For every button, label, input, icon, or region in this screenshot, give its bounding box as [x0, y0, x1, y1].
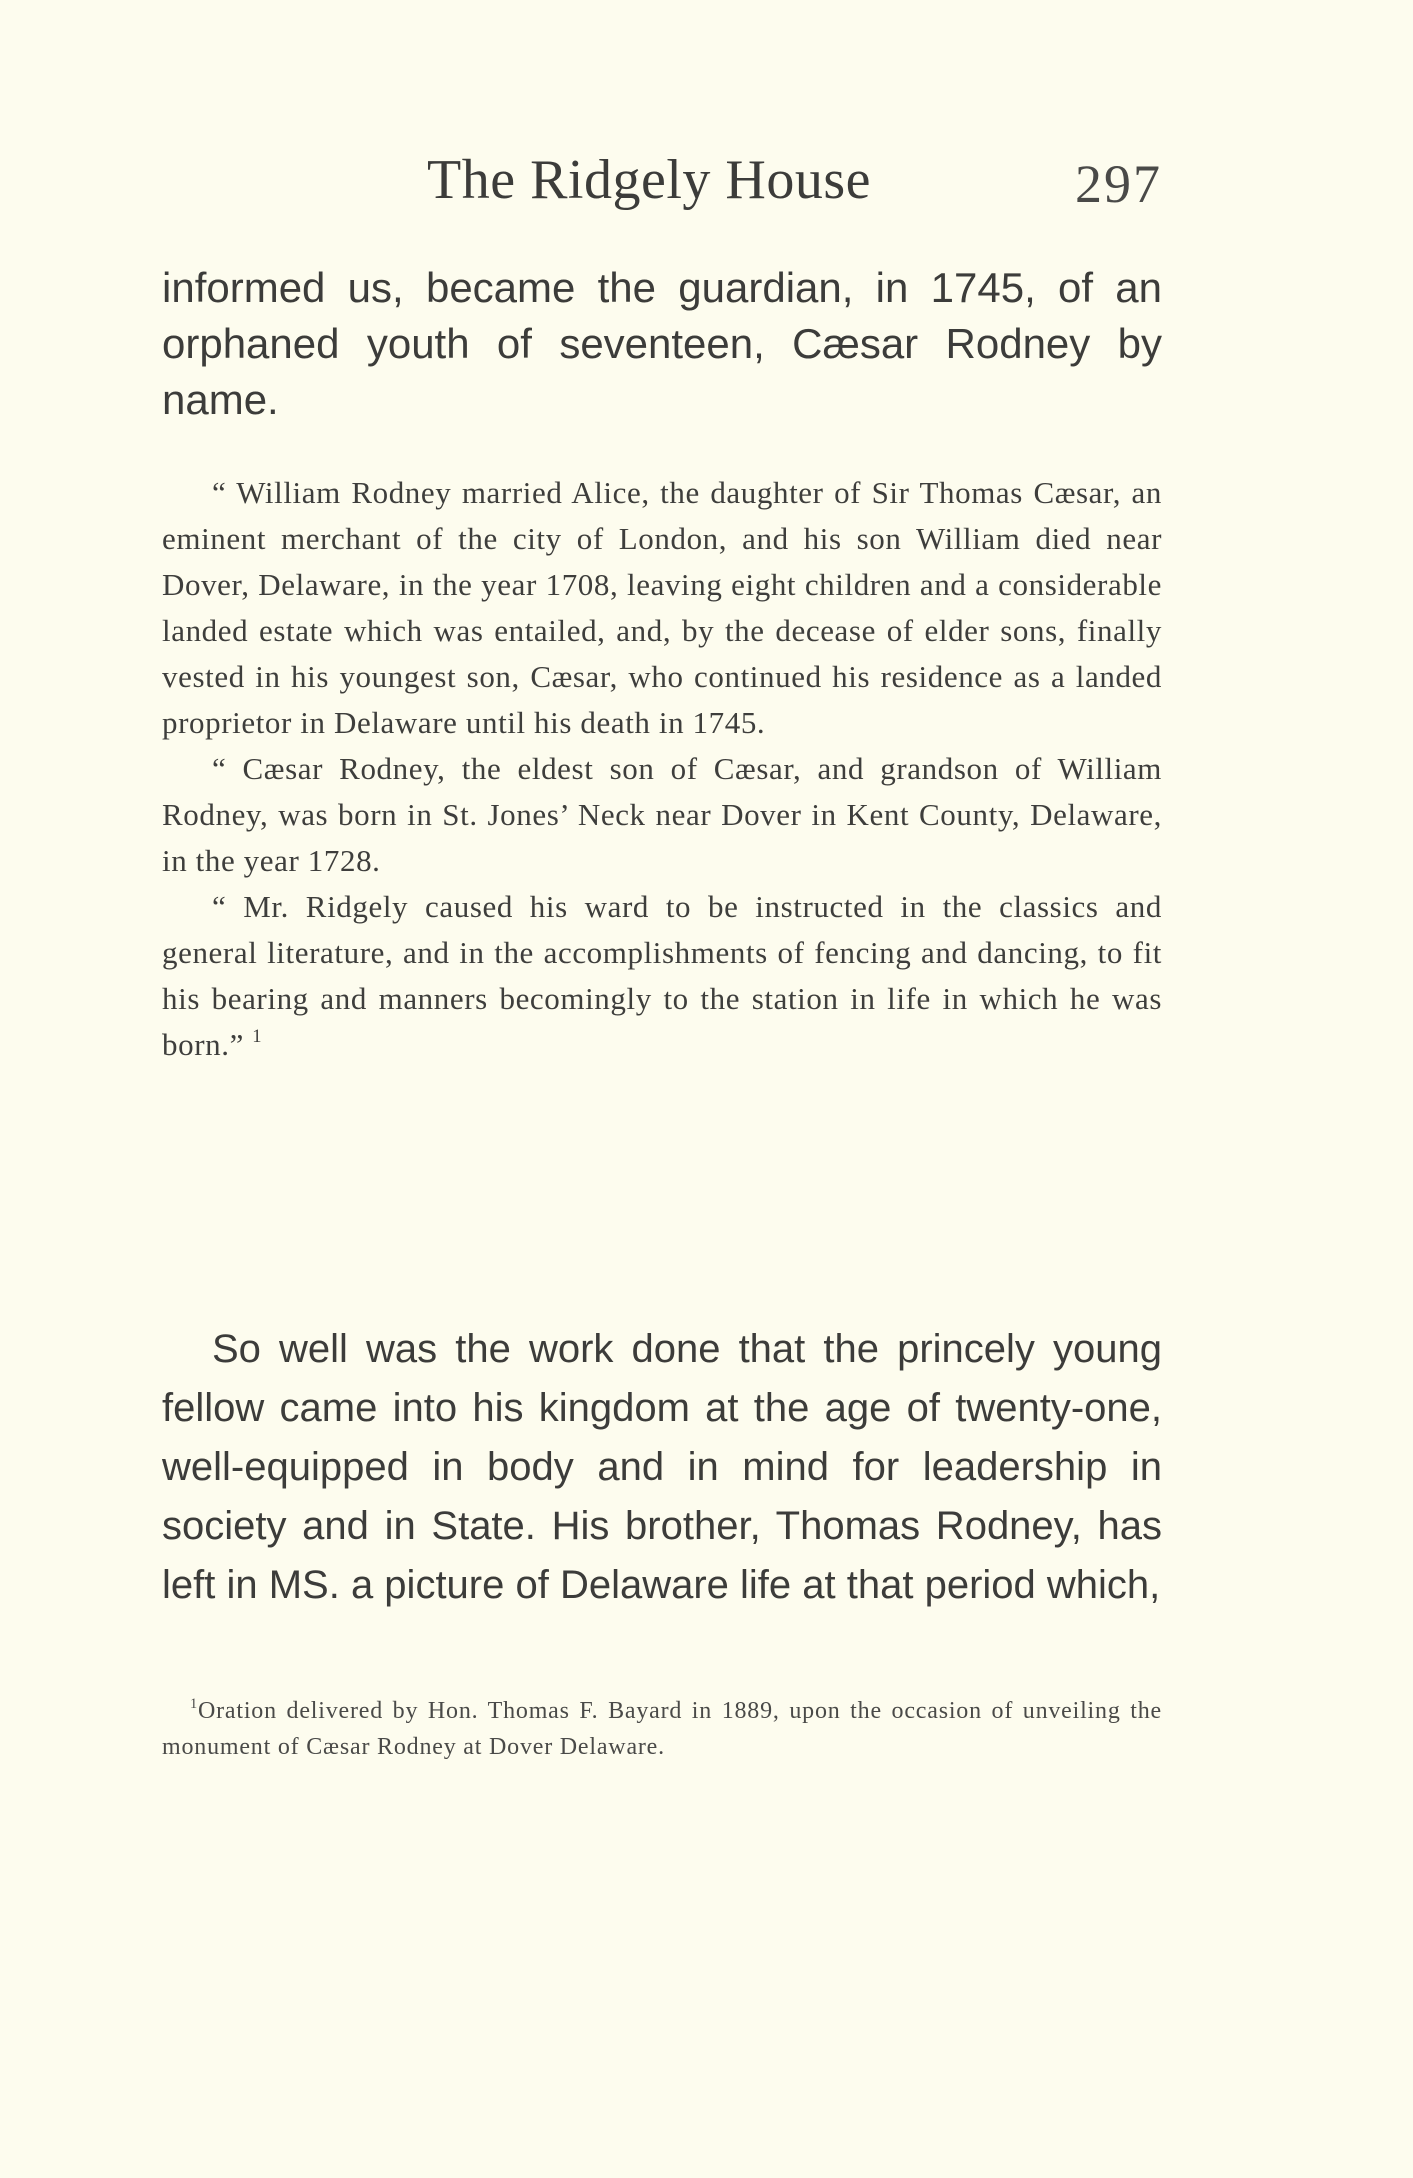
footnote-text: Oration delivered by Hon. Thomas F. Bayard in 1889, upon the occasion of unveiling the monument of Cæsar Rodney at Dover Delaware. — [162, 1698, 1162, 1760]
footnote-marker: 1 — [190, 1695, 198, 1712]
page-number: 297 — [1075, 154, 1162, 214]
quote-paragraph: “ Cæsar Rodney, the eldest son of Cæsar, and grandson of William Rodney, was born in St. Jones’ Neck near Dover in Kent County, Delaware, in the year 1728. — [162, 751, 1162, 878]
lead-paragraph: informed us, became the guardian, in 1745, of an orphaned youth of seventeen, Cæsar Rodney by name. — [162, 264, 1162, 423]
quote-paragraph-last — [162, 884, 1162, 1068]
body-paragraph: So well was the work done that the princely young fellow came into his kingdom at the age of twenty-one, well-equipped in body and in mind for leadership in society and in State. His brother, Thomas Rodney, has left in MS. a picture of Delaware life at that period which, — [162, 1327, 1162, 1607]
running-title: The Ridgely House — [427, 149, 871, 211]
running-head — [162, 148, 1162, 218]
footnote-reference: 1 — [252, 1025, 263, 1047]
footnote — [162, 1693, 1162, 1765]
quoted-passage — [162, 470, 1162, 1068]
book-page — [162, 0, 1162, 2178]
quote-paragraph-text: “ Mr. Ridgely caused his ward to be instructed in the classics and general literature, and in the accomplishments of fencing and dancing, to fit his bearing and manners becomingly to the station in life in which he was born.” — [162, 889, 1162, 1062]
quote-paragraph: “ William Rodney married Alice, the daughter of Sir Thomas Cæsar, an eminent merchant of the city of London, and his son William died near Dover, Delaware, in the year 1708, leaving eight children and a considerable landed estate which was entailed, and, by the decease of elder sons, finally vested in his youngest son, Cæsar, who continued his residence as a landed proprietor in Delaware until his death in 1745. — [162, 475, 1162, 740]
